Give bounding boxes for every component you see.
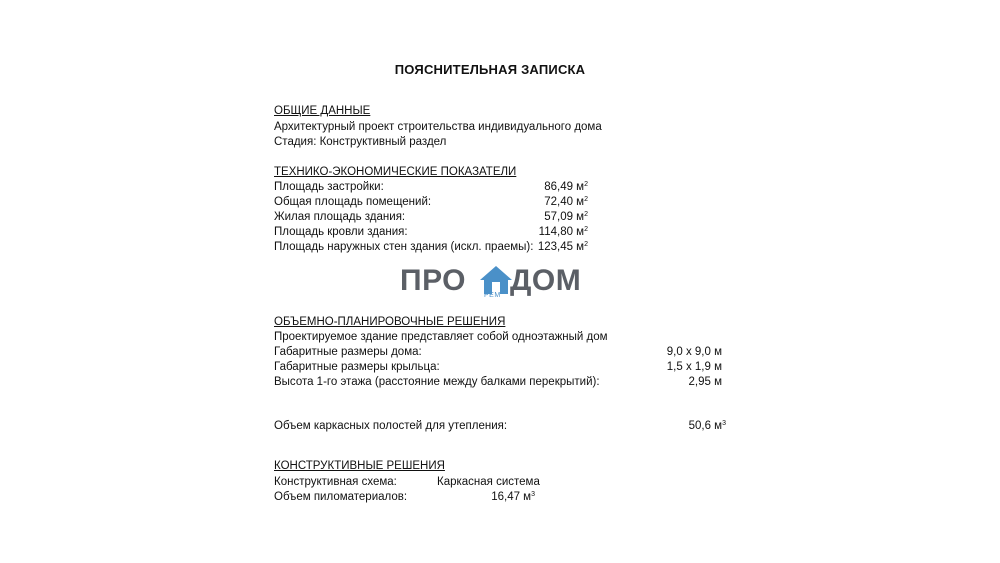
tech-row-label: Площадь наружных стен здания (искл. праемы):	[274, 241, 534, 253]
volume-label: Объем каркасных полостей для утепления:	[274, 420, 508, 432]
prodom-logo	[400, 264, 600, 304]
tech-row-label: Общая площадь помещений:	[274, 196, 432, 208]
planning-heading: ОБЪЕМНО-ПЛАНИРОВОЧНЫЕ РЕШЕНИЯ	[274, 316, 506, 328]
general-line-2: Стадия: Конструктивный раздел	[274, 136, 447, 148]
logo-subtext: РЕМ	[484, 292, 501, 299]
logo-text-right: ДОМ	[510, 264, 582, 297]
volume-value: 50,6 $м^3$	[688, 420, 726, 432]
planning-row-value: 9,0 х 9,0 м	[666, 346, 722, 358]
tech-row-label: Жилая площадь здания:	[274, 211, 406, 223]
structural-heading: КОНСТРУКТИВНЫЕ РЕШЕНИЯ	[274, 460, 445, 472]
general-line-1: Архитектурный проект строительства индивидуального дома	[274, 121, 602, 133]
tech-row-value: 123,45 $м^2$	[537, 241, 588, 253]
tech-heading: ТЕХНИКО-ЭКОНОМИЧЕСКИЕ ПОКАЗАТЕЛИ	[274, 166, 517, 178]
general-heading: ОБЩИЕ ДАННЫЕ	[274, 105, 371, 117]
logo-text-left: ПРО	[400, 264, 467, 297]
lumber-label: Объем пиломатериалов:	[274, 491, 408, 503]
scheme-label: Конструктивная схема:	[274, 476, 397, 488]
planning-row-label: Высота 1-го этажа (расстояние между балками перекрытий):	[274, 376, 600, 388]
tech-row-value: 86,49 $м^2$	[544, 181, 588, 193]
tech-row-value: 72,40 $м^2$	[544, 196, 588, 208]
lumber-value: 16,47 $м^3$	[491, 491, 535, 503]
planning-row-label: Габаритные размеры крыльца:	[274, 361, 440, 373]
scheme-value: Каркасная система	[437, 476, 540, 488]
tech-row-value: 57,09 $м^2$	[544, 211, 588, 223]
tech-row-label: Площадь застройки:	[274, 181, 384, 193]
page-title: ПОЯСНИТЕЛЬНАЯ ЗАПИСКА	[394, 62, 586, 77]
planning-row-value: 1,5 х 1,9 м	[666, 361, 722, 373]
planning-row-label: Габаритные размеры дома:	[274, 346, 422, 358]
tech-row-value: 114,80 $м^2$	[538, 226, 588, 238]
planning-intro: Проектируемое здание представляет собой одноэтажный дом	[274, 331, 608, 343]
tech-row-label: Площадь кровли здания:	[274, 226, 408, 238]
planning-row-value: 2,95 м	[688, 376, 722, 388]
